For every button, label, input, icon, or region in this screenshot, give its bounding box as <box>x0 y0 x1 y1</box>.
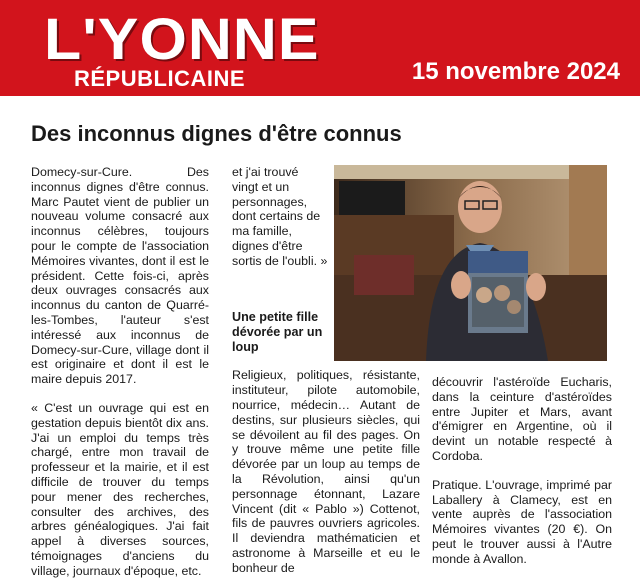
article-paragraph: Religieux, politiques, résistante, instituteur, pilote automobile, nourrice, médecin… Autant de destins, sur plusieurs siècles, qui se dévoilent au fil des pages. On y trouve même une petite fille dévorée par un loup au temps de la Révolution, ainsi qu'un personnage étonnant, Lazare Vincent (dit « Pablo ») Cottenot, fils de pauvres ouvriers agricoles. Il deviendra mathématicien et astronome à Marseille et eu le bonheur de <box>232 368 420 575</box>
article-paragraph: découvrir l'astéroïde Eucharis, dans la ceinture d'astéroïdes entre Jupiter et Mars, avant d'émigrer en Argentine, où il devint un notable respecté à Cordoba. <box>432 375 612 463</box>
article-paragraph: « C'est un ouvrage qui est en gestation depuis bientôt dix ans. J'ai un emploi du temps très chargé, entre mon travail de professeur et la mairie, et il est difficile de trouver du temps pour mener des recherches, consulter des archives, des arbres généalogiques. J'ai fait appel à diverses sources, témoignages d'anciens du village, journaux d'époque, etc. <box>31 400 209 578</box>
article-photo <box>334 165 607 361</box>
author-photo-illustration <box>334 165 607 361</box>
article-headline: Des inconnus dignes d'être connus <box>31 121 402 146</box>
article-paragraph: Domecy-sur-Cure. Des inconnus dignes d'être connus. Marc Pautet vient de publier un nouveau volume consacré aux inconnus célèbres, toujours pour le compte de l'association Mémoires vivantes, dont il est le président. Cette fois-ci, après deux ouvrages consacrés aux inconnus du canton de Quarré-les-Tombes, l'auteur s'est intéressé aux inconnus de Domecy-sur-Cure, village dont il est originaire et dont il est le maire depuis 2017. <box>31 165 209 387</box>
article-paragraph: et j'ai trouvé vingt et un personnages, dont certains de ma famille, dignes d'être sortis de l'oubli. » <box>232 165 328 268</box>
article-subheading: Une petite fille dévorée par un loup <box>232 310 323 354</box>
article-column-3 <box>432 375 612 581</box>
logo-subtitle: RÉPUBLICAINE <box>74 66 246 91</box>
article-column-2-top <box>232 165 328 269</box>
newspaper-logo <box>40 7 352 91</box>
publication-date: 15 novembre 2024 <box>411 58 620 85</box>
masthead <box>0 0 640 96</box>
article-column-1 <box>31 165 209 585</box>
logo-title: L'YONNE <box>44 7 320 72</box>
article-paragraph: Pratique. L'ouvrage, imprimé par Laballery à Clamecy, est en vente auprès de l'association Mémoires vivantes (20 €). On peut le trouver aussi à l'Autre monde à Avallon. <box>432 477 612 566</box>
